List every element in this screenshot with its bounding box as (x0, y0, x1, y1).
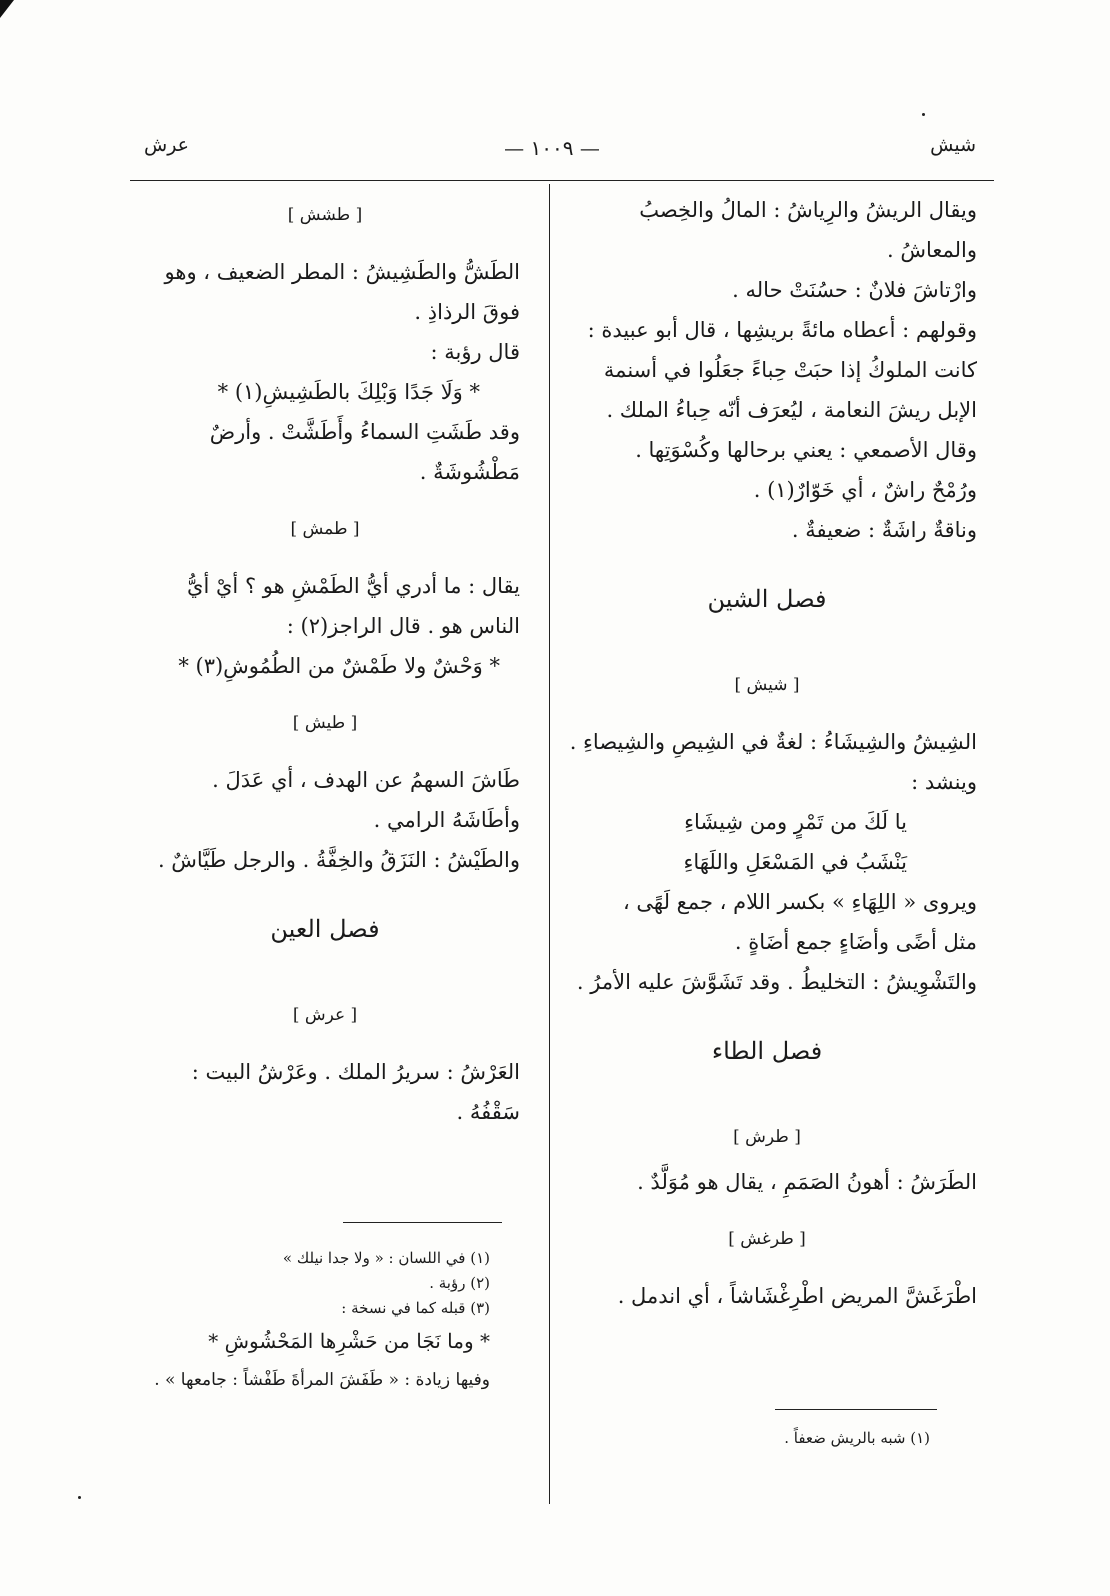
headword: [ عرش ] (292, 1005, 358, 1025)
scan-speck (922, 113, 925, 116)
text-line: العَرْشُ : سريرُ الملك . وعَرْشُ البيت : (191, 1060, 520, 1084)
text-line: اطْرَغَشَّ المريض اطْرِغْشَاشاً ، أي اندمل . (617, 1284, 977, 1308)
text-line: وقد طَشَتِ السماءُ وأَطَشَّتْ . وأرضٌ (209, 420, 520, 444)
text-line: وقولهم : أعطاه مائةً بريشِها ، قال أبو عبيدة : (587, 318, 977, 342)
scan-speck (78, 1496, 81, 1499)
footnote: (١) في اللسان : « ولا جدا نيلك » (282, 1249, 490, 1267)
left-column (130, 184, 520, 1126)
text-line: الناس هو . قال الراجز(٢) : (286, 614, 520, 638)
text-line: مَطْشُوشَةٌ . (419, 460, 520, 484)
text-line: سَقْفُهُ . (456, 1100, 520, 1124)
text-line: طَاشَ السهمُ عن الهدف ، أي عَدَلَ . (212, 768, 520, 792)
footnotes-right (600, 1426, 930, 1451)
text-line: يقال : ما أدري أيُّ الطَمْشِ هو ؟ أيْ أيُّ (187, 574, 520, 598)
text-line: الطَشُّ والطَشِيشُ : المطر الضعيف ، وهو (164, 260, 520, 284)
footnote: وفيها زيادة : « طَفَشَ المرأةَ طَفْشاً : جامعها » . (154, 1370, 490, 1390)
text-line: الإبل ريشَ النعامة ، ليُعرَف أنّه حِباءُ الملك . (606, 398, 977, 422)
text-line: والتَشْوِيشُ : التخليطُ . وقد تَشَوَّشَ عليه الأمرُ . (576, 970, 977, 994)
footnote: (٣) قبله كما في نسخة : (341, 1299, 490, 1317)
verse-line: * وَلَا جَدًا وَبْلِكَ بالطَشِيشِ(١) * (217, 380, 480, 404)
headword: [ شيش ] (734, 675, 800, 695)
footnote: (١) شبه بالريش ضعفاً . (784, 1429, 930, 1447)
text-line: كانت الملوكُ إذا حبَتْ حِباءً جعَلُوا في أسنمة (603, 358, 977, 382)
text-line: وناقةٌ راشَةٌ : ضعيفةٌ . (791, 518, 977, 542)
section-title: فصل العين (270, 915, 380, 943)
text-line: وينشد : (911, 770, 977, 794)
headword: [ طشش ] (287, 205, 363, 225)
page-number: — ١٠٠٩ — (504, 136, 600, 160)
text-line: والمعاشُ . (886, 238, 977, 262)
text-line: الشِيشُ والشِيشَاءُ : لغةٌ في الشِيصِ والشِيصاءِ . (569, 730, 977, 754)
section-title: فصل الطاء (711, 1037, 823, 1065)
footnotes-left (130, 1246, 490, 1399)
text-line: ويقال الريشُ والرِياشُ : المالُ والخِصبُ (639, 198, 977, 222)
page-corner-mark (0, 0, 14, 18)
footnote-verse: * وما نَجَا من حَشْرِها المَحْشُوشِ * (208, 1329, 490, 1353)
text-line: الطَرَشُ : أهونُ الصَمَمِ ، يقال هو مُوَلَّدٌ . (637, 1170, 977, 1194)
verse-line: يَنْشَبُ في المَسْعَلِ واللَهَاءِ (683, 850, 907, 874)
text-line: قال رؤبة : (430, 340, 520, 364)
column-divider (549, 184, 550, 1504)
text-line: وأطَاشَهُ الرامي . (373, 808, 520, 832)
text-line: مثل أضًى وأضَاءٍ جمع أضَاةٍ . (734, 930, 977, 954)
text-line: ورُمْحٌ راشٌ ، أي خَوّارٌ(١) . (753, 478, 977, 502)
header-rule (130, 180, 994, 181)
headword: [ طرغش ] (728, 1229, 806, 1249)
text-line: وارْتاشَ فلانٌ : حسُنَتْ حاله . (732, 278, 977, 302)
text-line: ويروى « اللِهَاءِ » بكسر اللام ، جمع لَهًى ، (622, 890, 977, 914)
right-column (557, 196, 977, 1310)
verse-line: يا لَكَ من تَمْرٍ ومن شِيشَاءِ (684, 810, 907, 834)
text-line: والطَيْشُ : النَزَقُ والخِفَّةُ . والرجل طَيَّاشٌ . (157, 848, 520, 872)
headword: [ طيش ] (292, 713, 358, 733)
running-head-right: شيش (930, 134, 976, 156)
headword: [ طمش ] (290, 519, 360, 539)
footnote-rule (775, 1409, 937, 1410)
running-head-left: عرش (144, 134, 190, 156)
text-line: وقال الأصمعي : يعني برحالها وكُسْوَتِها . (635, 438, 977, 462)
footnote-rule (343, 1222, 502, 1223)
verse-line: * وَحْشٌ ولا طَمْشٌ من الطُمُوشِ(٣) * (178, 654, 500, 678)
footnote: (٢) رؤبة . (429, 1274, 490, 1292)
headword: [ طرش ] (733, 1127, 801, 1147)
text-line: فوقَ الرذاذِ . (414, 300, 520, 324)
section-title: فصل الشين (707, 585, 827, 613)
